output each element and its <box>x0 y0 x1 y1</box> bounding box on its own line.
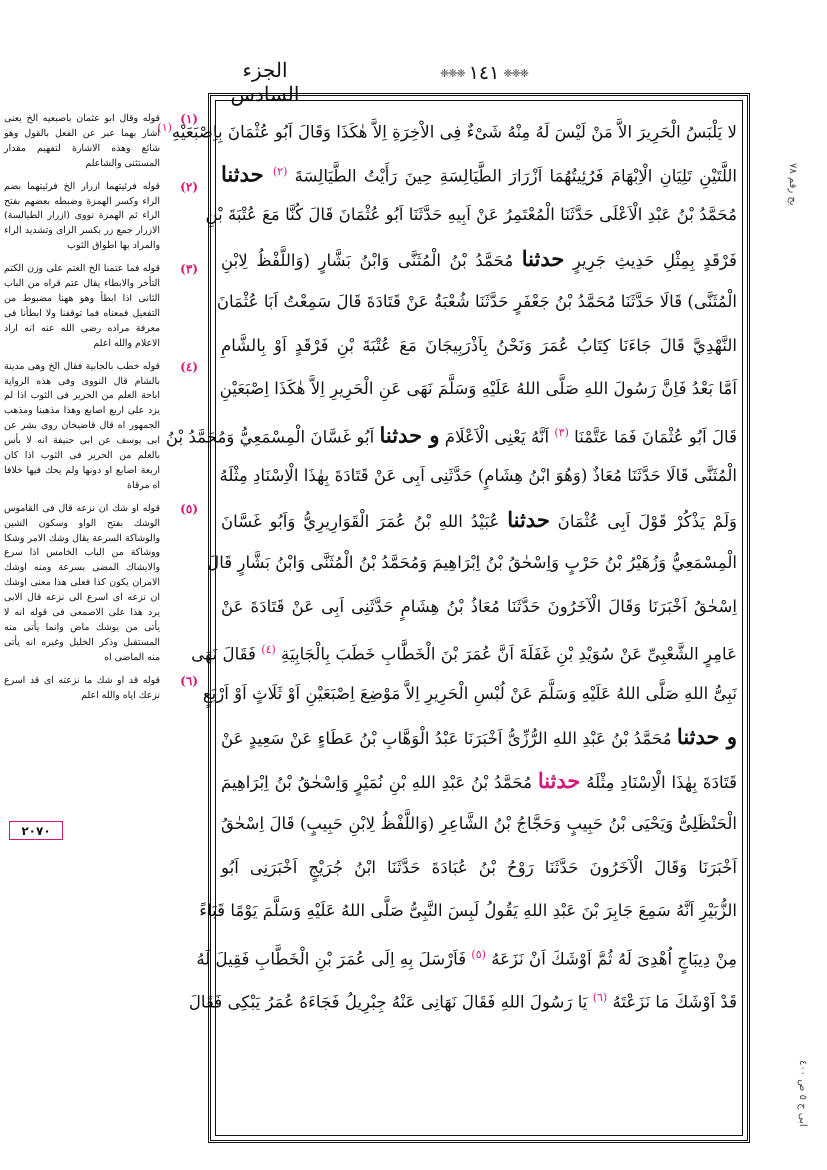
text-line <box>221 454 737 498</box>
margin-note <box>4 674 204 704</box>
note-text: قوله او شك ان نزعه قال فى القاموس الوشك بفتح الواو وسكون الشين والوشاكة السرعة يقال وشك الامر وشكا ووشاكة من الباب الخامس اذا سرع والايشاك المضى بسرعة ومنه اوشك الامران يكون كذا فعلى هذا معنى اوشك ان نزعه اى اسرع الى نزعه قال الابى يرد هذا على الاصمعى فى قوله انه لا يأتى من يوشك ماض وانما يأتى منه المستقبل وذكر الخليل وغيره انه يأتى منه الماضى اه <box>4 502 160 663</box>
text-segment: اِسْحٰقُ اَخْبَرَنَا وَقَالَ الْآخَرُونَ حَدَّثَنَا مُعَاذُ بْنُ هِشَامٍ حَدَّثَنِى اَبِى عَنْ قَتَادَةَ عَنْ <box>221 596 737 616</box>
text-segment: قَالَ اَبُو عُثْمَانَ فَمَا عَتَّمْنَا <box>568 427 737 447</box>
text-segment: مُحَمَّدُ بْنُ عَبْدِ الْاَعْلَى حَدَّثَنَا الْمُعْتَمِرُ عَنْ اَبِيهِ حَدَّثَنَا اَبُو عُثْمَانَ قَالَ كُنَّا مَعَ عُتْبَةَ بْنِ <box>205 205 737 224</box>
text-line <box>221 324 737 368</box>
text-segment: وَلَمْ يَذْكُرْ قَوْلَ اَبِى عُثْمَانَ <box>549 511 738 531</box>
margin-note <box>4 180 204 255</box>
margin-note <box>4 360 204 494</box>
text-line <box>221 150 737 194</box>
note-text: قوله فما عتمنا الخ العتم على وزن الكتم التأخر والابطاء يقال عتم قراه من الباب الثانى اذا ابطأ وهو ههنا مضبوط من التفعيل فمعناه فما توقفنا ولا ابطأنا فى معرفة مراده رضى الله عنه انه اراد الاعلام والله اعلم <box>4 263 160 349</box>
note-number: (٥) <box>180 501 198 516</box>
margin-reference-bottom: ابى ج ٥ ص ٤٠٠ <box>797 1060 808 1127</box>
text-line <box>202 672 737 716</box>
margin-note <box>4 502 204 666</box>
note-number: (٢) <box>180 179 198 194</box>
text-segment: الزُّبَيْرِ اَنَّهُ سَمِعَ جَابِرَ بْنَ عَبْدِ اللهِ يَقُولُ لَبِسَ النَّبِىُّ صَلَّى اللهُ عَلَيْهِ وَسَلَّمَ يَوْمًا قَبَاءً <box>199 901 737 920</box>
page-number <box>424 61 544 85</box>
note-text: قوله خطب بالجابية فقال الخ وهى مدينة بالشام قال النووى وفى هذه الرواية اباحة العلم من الحرير فى الثوب اذا لم يزد على اربع اصابع وهذا مذهبنا ومذهب الجمهور اه قال قاضيخان روى بشر عن ابى يوسف عن ابى حنيفة انه لا بأس بالعلم من الحرير فى الثوب اذا كان اربعة اصابع او دونها ولم يحك فيها خلافا اه مرقاة <box>4 360 160 491</box>
text-line <box>221 237 737 281</box>
text-segment: اللَّتَيْنِ تَلِيَانِ الْاِبْهَامَ فَرُئِيتُهُمَا اَزْرَارَ الطَّيَالِسَةِ حِينَ رَأَيْتُ الطَّيَالِسَةَ <box>287 166 737 186</box>
text-segment: النَّهْدِيَّ قَالَ جَاءَنَا كِتَابُ عُمَرَ وَنَحْنُ بِاَذْرَبِيجَانَ مَعَ عُتْبَةَ بْنِ فَرْقَدٍ اَوْ بِالشَّامِ <box>221 335 737 355</box>
text-line <box>199 889 737 933</box>
note-number: (٦) <box>180 673 198 688</box>
note-number: (١) <box>180 112 198 126</box>
page-number-value: ١٤١ <box>468 62 500 84</box>
margin-note <box>4 262 204 351</box>
footnote-marker: (٤) <box>261 643 276 656</box>
note-number: (٣) <box>180 262 198 277</box>
text-segment: مُحَمَّدُ بْنُ الْمُثَنَّى وَابْنُ بَشَّارٍ (وَاللَّفْظُ لِابْنِ <box>221 250 522 270</box>
text-segment: مِنْ دِيبَاجٍ اُهْدِىَ لَهُ ثُمَّ اَوْشَكَ اَنْ نَزَعَهُ <box>485 949 737 969</box>
hadith-text <box>157 106 738 1132</box>
text-line <box>188 976 737 1020</box>
text-line <box>165 411 737 455</box>
text-segment: اَبُو غَسَّانَ الْمِسْمَعِيُّ وَمُحَمَّدُ بْنُ <box>165 427 380 447</box>
footnote-marker: (١) <box>157 121 172 134</box>
text-segment: نَبِىُّ اللهِ صَلَّى اللهُ عَلَيْهِ وَسَلَّمَ عَنْ لُبْسِ الْحَرِيرِ اِلاَّ مَوْضِعَ اِصْبَعَيْنِ اَوْ ثَلَاثٍ اَوْ اَرْبَعٍ <box>202 683 737 703</box>
text-segment: الْمِسْمَعِيُّ وَزُهَيْرُ بْنُ حَرْبٍ وَاِسْحٰقُ بْنُ اِبْرَاهِيمَ وَمُحَمَّدُ بْنُ الْمُثَنَّى وَابْنُ بَشَّارٍ قَالَ <box>207 553 737 572</box>
footnote-marker: (٣) <box>554 425 569 439</box>
haddathana-marker-red: حدثنا <box>537 767 581 793</box>
footnote-marker: (٥) <box>471 947 486 961</box>
text-line <box>221 846 737 890</box>
text-segment: الْحَنْظَلِىُّ وَيَحْيَى بْنُ حَبِيبٍ وَحَجَّاجُ بْنُ الشَّاعِرِ (وَاللَّفْظُ لِابْنِ حَبِيبٍ) قَالَ اِسْحٰقُ <box>221 814 737 833</box>
text-segment: الْمُثَنَّى قَالَا حَدَّثَنَا مُعَاذٌ (وَهُوَ ابْنُ هِشَامٍ) حَدَّثَنِى اَبِى عَنْ قَتَادَةَ بِهٰذَا الْاِسْنَادِ مِثْلَهُ <box>219 466 737 485</box>
note-text: قوله وقال ابو عثمان باصبعيه الخ يعنى اشار بهما عبر عن الفعل بالقول وهو شائع وهذه الاشارة لتفهيم مقدار المستثنى والشاعلم <box>4 113 160 169</box>
main-text-frame <box>157 93 750 1143</box>
footnote-marker: (٢) <box>272 164 288 178</box>
ornament-icon: ❈❈❈ <box>440 66 465 80</box>
ornament-icon: ❈❈❈ <box>503 66 528 80</box>
text-line <box>221 367 737 411</box>
note-text: قوله قد او شك ما نزعته اى قد اسرع نزعك اياه والله اعلم <box>4 674 160 701</box>
text-segment: لا يَلْبَسُ الْحَرِيرَ الاَّ مَنْ لَيْسَ لَهُ مِنْهُ شَىْءٌ فِى الاْخِرَةِ اِلاَّ هٰكَذَا وَقَالَ اَبُو عُثْمَانَ بِاِصْبَعَيْهِ <box>171 122 737 142</box>
text-line <box>221 759 737 803</box>
haddathana-marker: حدثنا <box>221 161 273 187</box>
text-line <box>216 280 737 324</box>
margin-notes <box>4 112 204 1152</box>
volume-title: الجزء السادس <box>230 58 300 106</box>
text-segment: قَتَادَةَ بِهٰذَا الْاِسْنَادِ مِثْلَهُ <box>580 772 737 792</box>
text-segment: فَقَالَ نَهَى <box>191 644 262 664</box>
text-line <box>196 933 737 977</box>
text-segment: اَنَّهُ يَعْنِى الْاَعْلَامَ <box>439 427 555 447</box>
text-line <box>221 498 737 542</box>
text-segment: قَدْ اَوْشَكَ مَا نَزَعْتَهُ <box>607 992 737 1012</box>
text-segment: اَمَّا بَعْدُ فَاِنَّ رَسُولَ اللهِ صَلَّى اللهُ عَلَيْهِ وَسَلَّمَ نَهَى عَنِ الْحَرِيرِ اِلاَّ هٰكَذَا اِصْبَعَيْنِ <box>219 379 737 398</box>
haddathana-marker: حدثنا <box>507 506 550 532</box>
note-text: قوله فرئيتهما ازرار الخ فرئيتهما بضم الراء وكسر الهمزة وضبطه بعضهم بفتح الراء ثم الهمزة نووى (ازرار الطيالسة) الازرار جمع زر بكسر الزاى وتشديد الراء والمراد بها اطواق الثوب <box>4 180 160 252</box>
footnote-marker: (٦) <box>592 991 608 1004</box>
text-segment: فَرْقَدٍ بِمِثْلِ حَدِيثِ جَرِيرٍ <box>564 250 737 270</box>
text-line <box>157 106 737 150</box>
text-segment: فَاَرْسَلَ بِهِ اِلَى عُمَرَ بْنِ الْخَطَّابِ فَقِيلَ لَهُ <box>196 949 472 969</box>
text-line <box>221 802 737 846</box>
text-line <box>205 193 737 237</box>
hadith-reference-number: ٢٠٧٠ <box>9 821 63 840</box>
haddathana-marker: و حدثنا <box>379 422 440 448</box>
text-line <box>221 585 737 629</box>
text-segment: عُبَيْدُ اللهِ بْنُ عُمَرَ الْقَوَارِيرِيُّ وَاَبُو غَسَّانَ <box>221 511 508 531</box>
text-segment: عَامِرٍ الشَّعْبِىِّ عَنْ سُوَيْدِ بْنِ غَفَلَةَ اَنَّ عُمَرَ بْنَ الْخَطَّابِ خَطَبَ بِالْجَابِيَةِ <box>275 644 737 664</box>
text-segment: الْمُثَنَّى) قَالَا حَدَّثَنَا مُحَمَّدُ بْنُ جَعْفَرٍ حَدَّثَنَا شُعْبَةُ عَنْ قَتَادَةَ قَالَ سَمِعْتُ اَبَا عُثْمَانَ <box>216 292 737 311</box>
margin-note <box>4 112 204 172</box>
text-segment: مُحَمَّدُ بْنُ عَبْدِ اللهِ الرُّزِّىُّ اَخْبَرَنَا عَبْدُ الْوَهَّابِ بْنُ عَطَاءٍ عَنْ سَعِيدٍ عَنْ <box>221 729 677 748</box>
text-segment: اَخْبَرَنَا وَقَالَ الْآخَرُونَ حَدَّثَنَا رَوْحُ بْنُ عُبَادَةَ حَدَّثَنَا ابْنُ جُرَيْجٍ اَخْبَرَنِى اَبُو <box>221 857 737 877</box>
margin-reference-top: بج رقم ٧٨ <box>787 163 798 206</box>
text-line <box>221 715 737 759</box>
text-segment: مُحَمَّدُ بْنُ عَبْدِ اللهِ بْنِ نُمَيْرٍ وَاِسْحٰقُ بْنُ اِبْرَاهِيمَ <box>221 772 538 792</box>
haddathana-marker: و حدثنا <box>676 724 737 749</box>
haddathana-marker: حدثنا <box>521 245 565 271</box>
note-number: (٤) <box>180 359 198 374</box>
text-line <box>207 541 737 585</box>
text-line <box>191 628 737 672</box>
text-segment: يَا رَسُولَ اللهِ فَقَالَ نَهَانِى عَنْهُ جِبْرِيلُ فَجَاءَهُ عُمَرُ يَبْكِى فَقَالَ <box>188 992 593 1012</box>
